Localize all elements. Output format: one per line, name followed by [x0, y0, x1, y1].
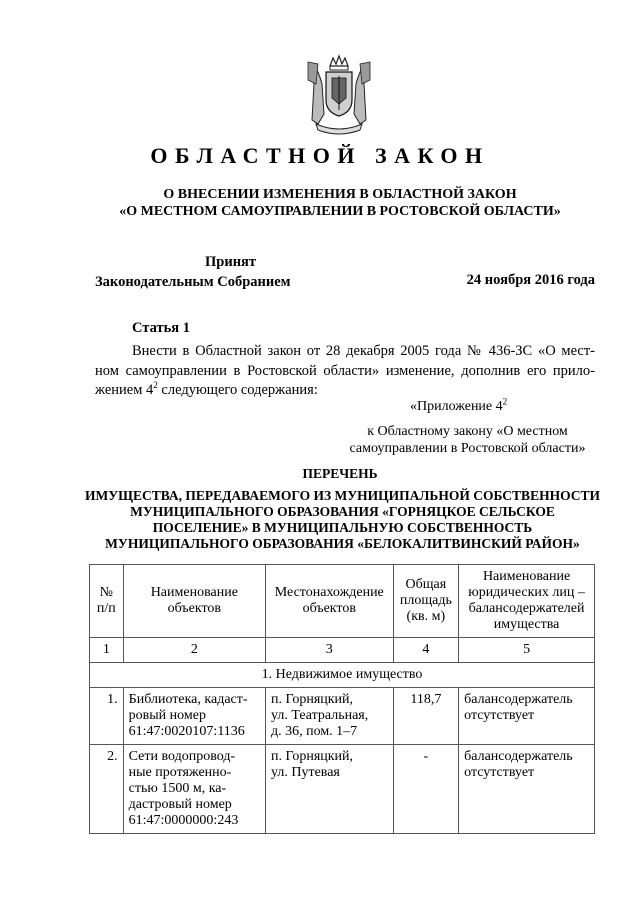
list-subtitle-line: ИМУЩЕСТВА, ПЕРЕДАВАЕМОГО ИЗ МУНИЦИПАЛЬНОЙ СОБСТВЕННОСТИ [85, 488, 600, 503]
header-object-name [123, 565, 265, 638]
header-area [393, 565, 459, 638]
law-type-heading: ОБЛАСТНОЙ ЗАКОН [150, 143, 490, 168]
cell-line: ул. Путевая [270, 765, 340, 780]
header-text: Общая [405, 577, 447, 592]
annex-line: самоуправлении в Ростовской области» [349, 441, 586, 456]
header-text: Наименование [482, 569, 571, 584]
table-row [90, 688, 595, 745]
adopted-body: Законодательным Собранием [95, 274, 291, 290]
article-line: Внести в Областной закон от 28 декабря 2005 года № 436-ЗС «О мест- [132, 343, 595, 359]
object-name [123, 688, 265, 745]
adopted-label: Принят [205, 254, 257, 270]
cell-line: отсутствует [464, 708, 535, 723]
cell-line: Библиотека, кадаст- [128, 692, 248, 707]
table-row [90, 745, 595, 834]
header-text: площадь [399, 593, 452, 608]
cell-line: Сети водопровод- [128, 749, 236, 764]
list-subtitle-line: МУНИЦИПАЛЬНОГО ОБРАЗОВАНИЯ «ГОРНЯЦКОЕ СЕЛЬСКОЕ [130, 504, 555, 519]
cell-line: ровый номер [128, 708, 206, 723]
adopted-date: 24 ноября 2016 года [466, 272, 595, 288]
annex-line: к Областному закону «О местном [367, 424, 568, 439]
article-text: жением 4 [95, 382, 154, 398]
cell-line: п. Горняцкий, [270, 749, 354, 764]
cell-line: балансодержатель [464, 692, 573, 707]
object-name [123, 745, 265, 834]
cell-line: 61:47:0000000:243 [128, 813, 239, 828]
object-location [265, 745, 393, 834]
table-header-row [90, 565, 595, 638]
header-location [265, 565, 393, 638]
row-number: 1. [90, 688, 124, 745]
list-title: ПЕРЕЧЕНЬ [302, 466, 378, 481]
object-area: 118,7 [393, 688, 459, 745]
law-title [80, 186, 600, 220]
header-text: № [99, 585, 113, 600]
coat-of-arms-icon [304, 54, 374, 138]
section-row [90, 663, 595, 688]
list-subtitle-line: ПОСЕЛЕНИЕ» В МУНИЦИПАЛЬНУЮ СОБСТВЕННОСТЬ [152, 520, 533, 535]
cell-line: п. Горняцкий, [270, 692, 354, 707]
header-text: балансодержателей [468, 601, 585, 616]
list-subtitle [80, 488, 605, 552]
header-text: имущества [493, 617, 560, 632]
cell-line: ные протяженно- [128, 765, 232, 780]
header-text: юридических лиц – [468, 585, 585, 600]
annex-superscript: 2 [502, 396, 508, 407]
row-number: 2. [90, 745, 124, 834]
header-balance-holder [459, 565, 595, 638]
list-subtitle-line: МУНИЦИПАЛЬНОГО ОБРАЗОВАНИЯ «БЕЛОКАЛИТВИНСКИЙ РАЙОН» [105, 536, 580, 551]
header-text: Наименование [150, 585, 238, 600]
cell-line: отсутствует [464, 765, 535, 780]
cell-line: дастровый номер [128, 797, 232, 812]
object-area: - [393, 745, 459, 834]
column-number: 4 [393, 638, 459, 663]
cell-line: д. 36, пом. 1–7 [270, 724, 358, 739]
law-title-line: О ВНЕСЕНИИ ИЗМЕНЕНИЯ В ОБЛАСТНОЙ ЗАКОН [163, 187, 517, 202]
header-text: п/п [96, 601, 116, 616]
object-location [265, 688, 393, 745]
column-number-row [90, 638, 595, 663]
balance-holder [459, 745, 595, 834]
annex-reference [340, 398, 595, 457]
adopted-by [95, 252, 291, 292]
column-number: 3 [265, 638, 393, 663]
annex-head-text: «Приложение 4 [410, 399, 503, 414]
article-text: следующего содержания: [157, 382, 318, 398]
column-number: 5 [459, 638, 595, 663]
column-number: 2 [123, 638, 265, 663]
header-text: объектов [302, 601, 356, 616]
header-text: (кв. м) [406, 609, 446, 624]
balance-holder [459, 688, 595, 745]
header-text: объектов [167, 601, 221, 616]
article-title: Статья 1 [132, 320, 190, 336]
cell-line: балансодержатель [464, 749, 573, 764]
header-text: Местонахождение [274, 585, 384, 600]
article-body [95, 342, 595, 401]
section-label: 1. Недвижимое имущество [90, 663, 595, 688]
assets-table [89, 564, 595, 834]
cell-line: 61:47:0020107:1136 [128, 724, 245, 739]
article-line: ном самоуправлении в Ростовской области» изменение, дополнив его прило- [95, 362, 595, 379]
article-superscript: 2 [153, 380, 158, 391]
cell-line: стью 1500 м, ка- [128, 781, 227, 796]
annex-head [340, 398, 595, 415]
column-number: 1 [90, 638, 124, 663]
header-number [90, 565, 124, 638]
law-title-line: «О МЕСТНОМ САМОУПРАВЛЕНИИ В РОСТОВСКОЙ ОБЛАСТИ» [119, 204, 561, 219]
cell-line: ул. Театральная, [270, 708, 369, 723]
